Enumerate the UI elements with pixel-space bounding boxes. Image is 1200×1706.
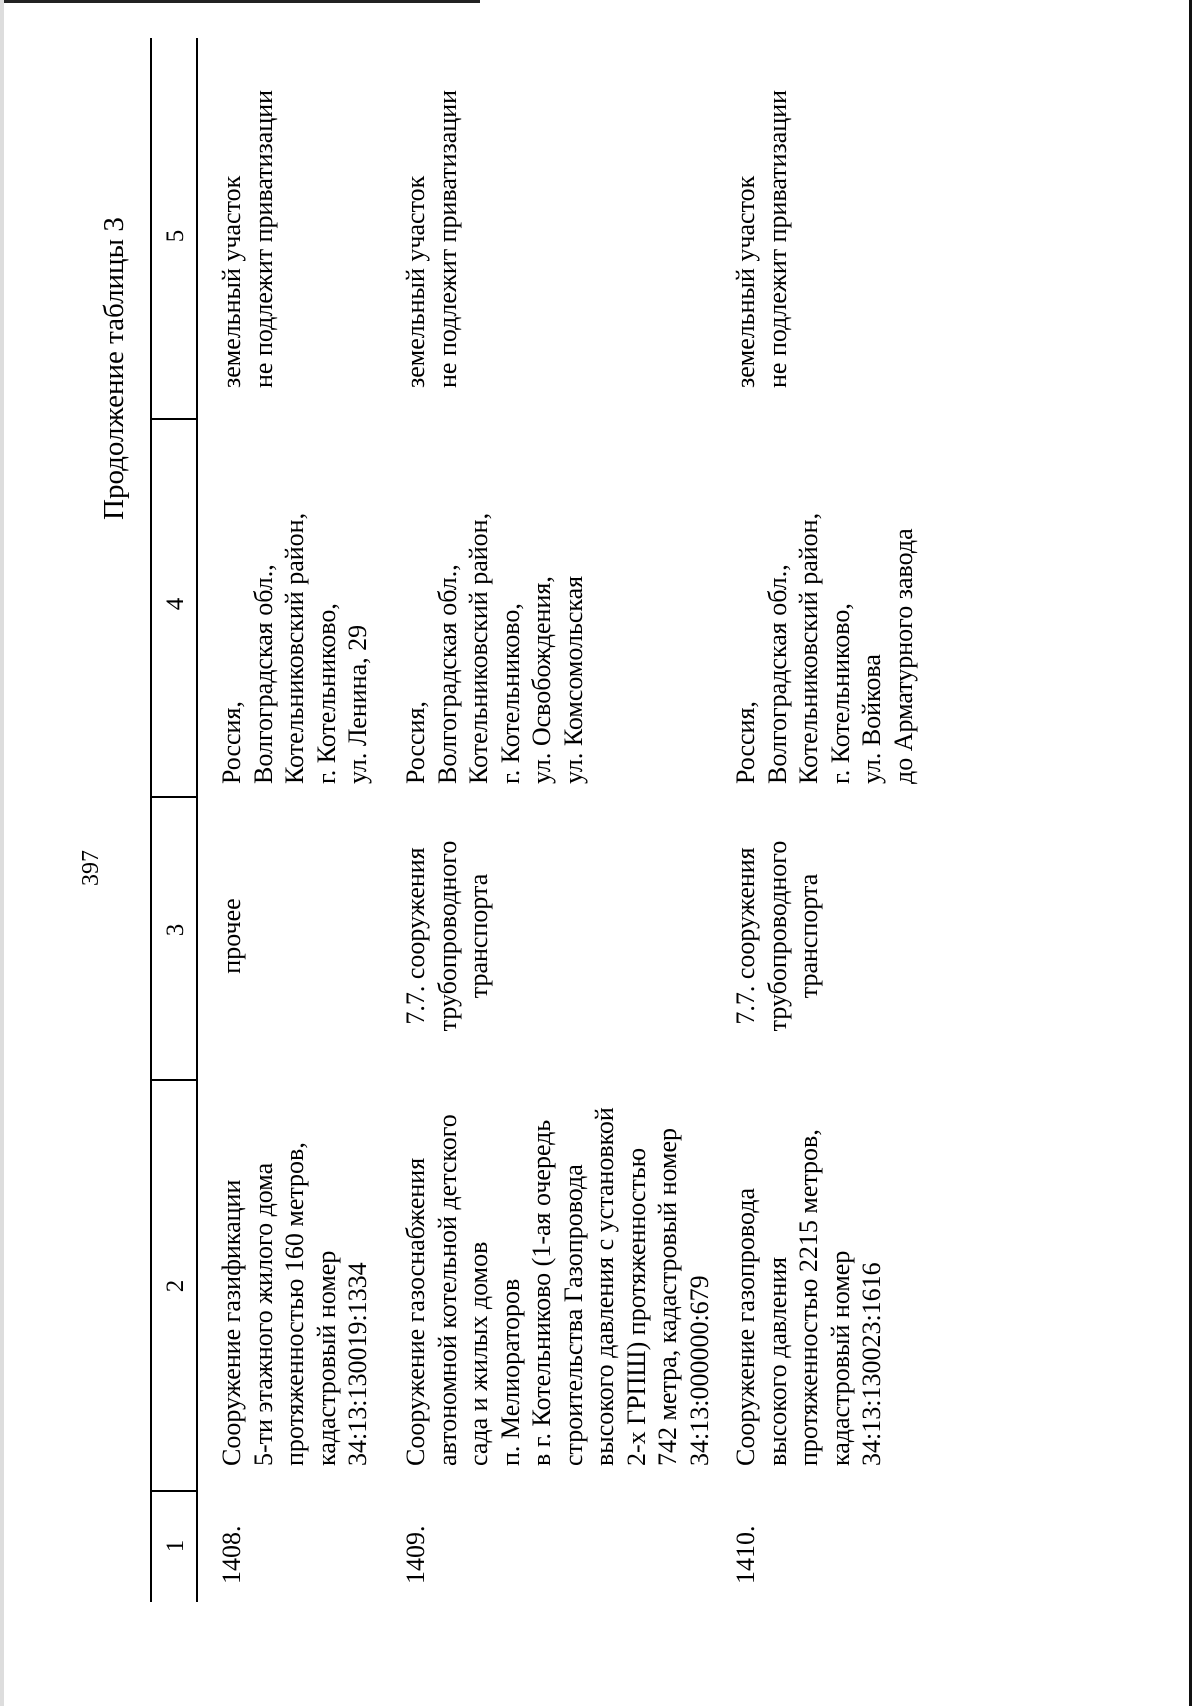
object-note: [216, 28, 279, 388]
object-category: [730, 806, 825, 1066]
object-note-line: не подлежит приватизации: [248, 89, 278, 388]
object-address-line: Волгоградская обл.,: [432, 564, 462, 784]
table-header-bottom-rule: [196, 38, 198, 1602]
object-address-line: Волгоградская обл.,: [248, 564, 278, 784]
object-name-line: Сооружение газоснабжения: [401, 1157, 430, 1466]
object-name-line: кадастровый номер: [311, 1250, 341, 1466]
object-address-line: ул. Освобождения,: [527, 576, 556, 784]
object-note-line: земельный участок: [217, 175, 246, 388]
object-category-line: транспорта: [794, 873, 823, 999]
object-name-line: протяженностью 2215 метров,: [794, 1129, 823, 1466]
object-name-line: п. Мелиораторов: [495, 1278, 525, 1466]
object-name-line: 2-х ГРПШ) протяженностью: [621, 1147, 651, 1466]
object-category-line: трубопроводного: [432, 840, 462, 1032]
row-number-line: 1408.: [217, 1525, 246, 1584]
object-address-line: ул. Войкова: [857, 654, 886, 784]
object-name-line: 5-ти этажного жилого дома: [248, 1162, 278, 1466]
object-address: [730, 424, 919, 784]
object-category-line: транспорта: [464, 873, 493, 999]
object-address: [400, 424, 589, 784]
object-name-line: Сооружение газопровода: [731, 1187, 760, 1466]
object-note-line: земельный участок: [731, 175, 760, 388]
object-name-line: в г. Котельниково (1-ая очередь: [527, 1119, 556, 1466]
object-address-line: Котельниковский район,: [464, 512, 493, 784]
object-note-line: не подлежит приватизации: [432, 89, 462, 388]
object-address-line: Россия,: [217, 701, 246, 784]
object-name: [400, 1066, 715, 1466]
object-category-line: прочее: [217, 898, 246, 974]
object-note: [730, 28, 793, 388]
object-address-line: Котельниковский район,: [280, 512, 309, 784]
object-address-line: г. Котельниково,: [495, 603, 525, 784]
object-name-line: автономной котельной детского: [432, 1114, 462, 1466]
column-separator: [150, 1490, 198, 1492]
object-address-line: ул. Комсомольская: [558, 575, 588, 784]
object-category: [216, 806, 248, 1066]
object-note-line: земельный участок: [401, 175, 430, 388]
row-number-line: 1409.: [401, 1525, 430, 1584]
object-name-line: сада и жилых домов: [464, 1241, 493, 1466]
object-category-line: 7.7. сооружения: [731, 847, 760, 1025]
object-name: [730, 1066, 888, 1466]
object-note: [400, 28, 463, 388]
row-number: [216, 1504, 248, 1584]
object-address-line: Россия,: [731, 701, 760, 784]
column-number: 1: [162, 1539, 189, 1553]
object-address-line: до Арматурного завода: [888, 528, 918, 784]
table-top-rule: [150, 38, 152, 1602]
column-number: 4: [162, 597, 189, 611]
column-number: 5: [162, 229, 189, 243]
object-name-line: 34:13:130023:1616: [857, 1262, 886, 1466]
column-separator: [150, 796, 198, 798]
row-number: [400, 1504, 432, 1584]
object-name-line: высокого давления: [762, 1256, 792, 1466]
column-separator: [150, 1079, 198, 1081]
column-number: 2: [162, 1279, 189, 1293]
object-name-line: строительства Газопровода: [558, 1164, 588, 1466]
object-name-line: протяженностью 160 метров,: [280, 1142, 309, 1466]
page-number: 397: [78, 850, 104, 886]
column-number: 3: [162, 923, 189, 937]
object-address-line: г. Котельниково,: [825, 603, 855, 784]
object-category-line: трубопроводного: [762, 840, 792, 1032]
object-address-line: Волгоградская обл.,: [762, 564, 792, 784]
column-separator: [150, 418, 198, 420]
object-address-line: Россия,: [401, 701, 430, 784]
object-name-line: 742 метра, кадастровый номер: [653, 1127, 682, 1466]
object-category-line: 7.7. сооружения: [401, 847, 430, 1025]
object-note-line: не подлежит приватизации: [762, 89, 792, 388]
row-number-line: 1410.: [731, 1525, 760, 1584]
object-category: [400, 806, 495, 1066]
object-name-line: кадастровый номер: [825, 1250, 855, 1466]
row-number: [730, 1504, 762, 1584]
object-name-line: 34:13:000000:679: [684, 1275, 714, 1466]
object-name-line: высокого давления с установкой: [590, 1107, 619, 1466]
object-address-line: г. Котельниково,: [311, 603, 341, 784]
object-name-line: Сооружение газификации: [217, 1179, 246, 1466]
object-name: [216, 1066, 374, 1466]
object-address-line: Котельниковский район,: [794, 512, 823, 784]
object-address-line: ул. Ленина, 29: [343, 624, 372, 784]
object-name-line: 34:13:130019:1334: [343, 1262, 372, 1466]
table-caption: Продолжение таблицы 3: [98, 217, 130, 520]
object-address: [216, 424, 374, 784]
